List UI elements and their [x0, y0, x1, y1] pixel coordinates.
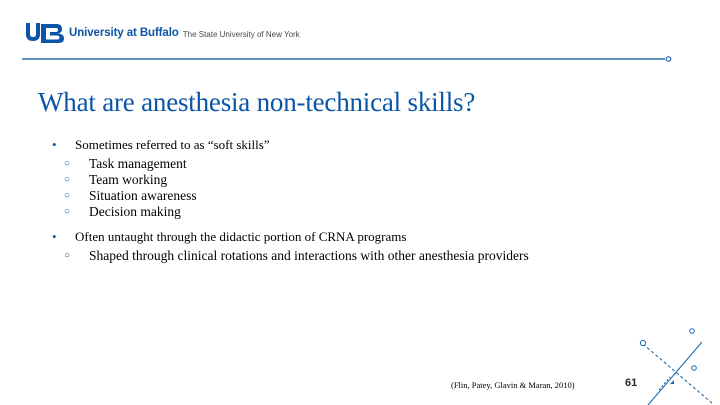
hollow-bullet-icon: ○	[64, 206, 71, 217]
slide-title: What are anesthesia non-technical skills?	[38, 87, 476, 117]
hollow-bullet-icon: ○	[64, 158, 71, 169]
sub-bullet-item	[52, 172, 672, 188]
sub-bullet-text: Task management	[89, 156, 187, 171]
hollow-bullet-icon: ○	[64, 190, 71, 201]
sub-bullet-list	[52, 248, 672, 264]
page-number: 61	[625, 377, 638, 389]
hollow-bullet-icon: ○	[64, 250, 71, 261]
bullet-item	[52, 229, 672, 245]
sub-bullet-item	[52, 188, 672, 204]
sub-bullet-list	[52, 156, 672, 220]
sub-bullet-item	[52, 248, 672, 264]
sub-bullet-text: Shaped through clinical rotations and interactions with other anesthesia providers	[89, 248, 529, 263]
decorative-lines-graphic	[630, 322, 720, 405]
header-divider	[22, 56, 674, 62]
bullet-dot-icon: •	[52, 229, 57, 244]
bullet-list	[52, 137, 672, 264]
sub-bullet-text: Situation awareness	[89, 188, 197, 203]
university-name: University at Buffalo	[69, 27, 179, 39]
hollow-bullet-icon: ○	[64, 174, 71, 185]
sub-bullet-item	[52, 156, 672, 172]
citation: (Flin, Patey, Glavin & Maran, 2010)	[451, 380, 575, 390]
header	[26, 21, 300, 45]
ub-monogram-icon	[26, 22, 66, 44]
bullet-item	[52, 137, 672, 153]
sub-bullet-text: Team working	[89, 172, 168, 187]
bullet-text: Often untaught through the didactic portion of CRNA programs	[75, 229, 407, 244]
bullet-dot-icon: •	[52, 137, 57, 152]
bullet-text: Sometimes referred to as “soft skills”	[75, 137, 270, 152]
sub-bullet-text: Decision making	[89, 204, 181, 219]
university-subtitle: The State University of New York	[182, 29, 300, 39]
sub-bullet-item	[52, 204, 672, 220]
